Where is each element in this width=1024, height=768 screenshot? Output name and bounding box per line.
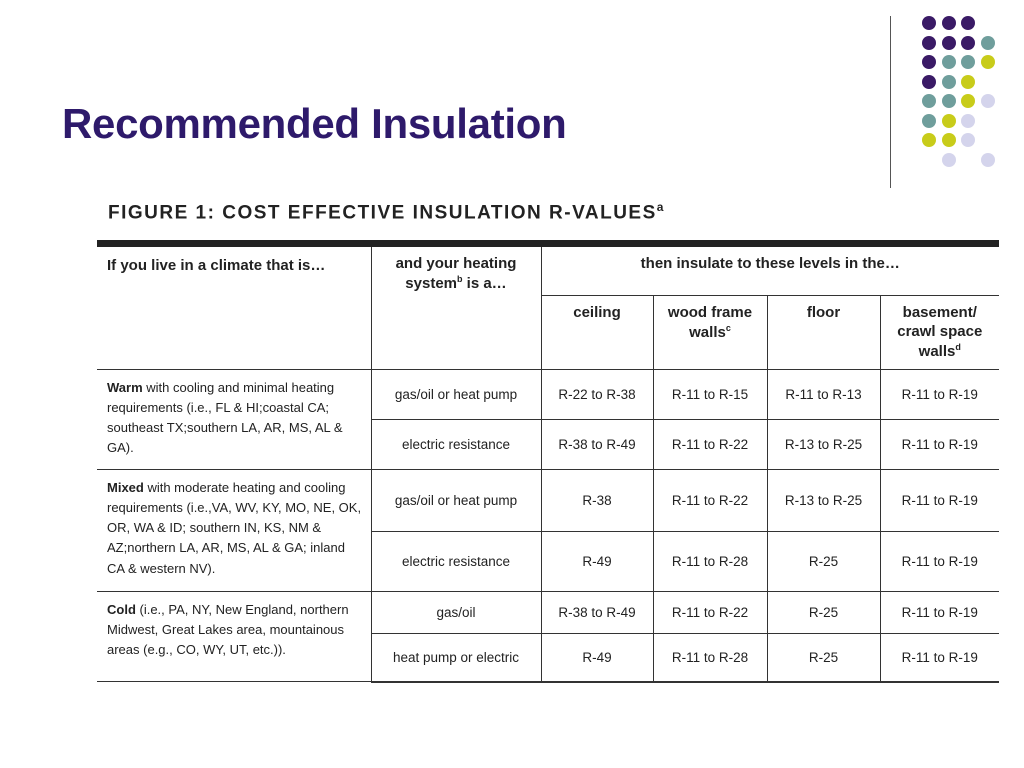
floor-cell: R-11 to R-13	[767, 370, 880, 420]
decorative-dot	[942, 94, 956, 108]
header-wood-frame-walls-text: wood frame walls	[667, 304, 753, 341]
header-basement-walls-text: basement/ crawl space walls	[897, 304, 983, 360]
basement-cell: R-11 to R-19	[880, 420, 999, 470]
header-climate: If you live in a climate that is…	[97, 244, 371, 370]
floor-cell: R-25	[767, 532, 880, 592]
ceiling-cell: R-38	[541, 470, 653, 532]
heating-system-cell: electric resistance	[371, 420, 541, 470]
floor-cell: R-25	[767, 634, 880, 682]
figure-caption-footnote: a	[656, 200, 665, 214]
decorative-dot	[942, 36, 956, 50]
basement-cell: R-11 to R-19	[880, 634, 999, 682]
heating-system-cell: gas/oil or heat pump	[371, 370, 541, 420]
decorative-dot	[961, 94, 975, 108]
climate-warm	[97, 370, 371, 470]
walls-cell: R-11 to R-22	[653, 592, 767, 634]
header-ceiling: ceiling	[541, 296, 653, 370]
decorative-dot	[981, 153, 995, 167]
insulation-table	[97, 240, 999, 683]
heating-system-cell: gas/oil	[371, 592, 541, 634]
header-basement-walls-footnote: d	[955, 341, 961, 352]
figure-caption	[108, 200, 665, 224]
decorative-dot	[942, 55, 956, 69]
decorative-dot	[981, 55, 995, 69]
header-insulate-levels: then insulate to these levels in the…	[541, 244, 999, 296]
walls-cell: R-11 to R-28	[653, 532, 767, 592]
decorative-dot	[981, 36, 995, 50]
decorative-dot	[981, 94, 995, 108]
floor-cell: R-13 to R-25	[767, 420, 880, 470]
heating-system-cell: electric resistance	[371, 532, 541, 592]
decorative-dot	[942, 153, 956, 167]
table-row	[97, 370, 999, 420]
decorative-dot	[961, 114, 975, 128]
walls-cell: R-11 to R-22	[653, 420, 767, 470]
walls-cell: R-11 to R-22	[653, 470, 767, 532]
decorative-dot	[961, 133, 975, 147]
decorative-divider	[890, 16, 891, 188]
decorative-dot	[961, 36, 975, 50]
walls-cell: R-11 to R-28	[653, 634, 767, 682]
decorative-dot	[922, 114, 936, 128]
header-floor: floor	[767, 296, 880, 370]
header-heating-system-suffix: is a…	[462, 274, 507, 292]
ceiling-cell: R-49	[541, 634, 653, 682]
climate-cold	[97, 592, 371, 682]
table-row	[97, 592, 999, 634]
decorative-dot	[922, 36, 936, 50]
basement-cell: R-11 to R-19	[880, 370, 999, 420]
walls-cell: R-11 to R-15	[653, 370, 767, 420]
decorative-dot	[942, 75, 956, 89]
slide-title: Recommended Insulation	[62, 100, 567, 147]
basement-cell: R-11 to R-19	[880, 470, 999, 532]
header-wood-frame-walls	[653, 296, 767, 370]
header-heating-system	[371, 244, 541, 370]
floor-cell: R-25	[767, 592, 880, 634]
header-heating-system-text: and your heating system	[395, 255, 517, 292]
figure-caption-text: FIGURE 1: COST EFFECTIVE INSULATION R-VALUES	[108, 202, 657, 224]
floor-cell: R-13 to R-25	[767, 470, 880, 532]
decorative-dot	[922, 75, 936, 89]
climate-mixed-label: Mixed	[107, 480, 144, 495]
decorative-dot	[961, 55, 975, 69]
climate-mixed	[97, 470, 371, 592]
header-heating-system-footnote: b	[457, 273, 463, 284]
decorative-dot	[942, 114, 956, 128]
header-basement-walls	[880, 296, 999, 370]
decorative-dot	[922, 133, 936, 147]
climate-warm-label: Warm	[107, 380, 143, 395]
ceiling-cell: R-49	[541, 532, 653, 592]
climate-cold-description: (i.e., PA, NY, New England, northern Midwest, Great Lakes area, mountainous areas (e.g., CO, WY, UT, etc.)).	[107, 602, 349, 658]
decorative-dot	[922, 16, 936, 30]
climate-warm-description: with cooling and minimal heating requirements (i.e., FL & HI;coastal CA; southeast TX;southern LA, AR, MS, AL & GA).	[107, 380, 343, 456]
ceiling-cell: R-38 to R-49	[541, 420, 653, 470]
decorative-dot	[942, 16, 956, 30]
ceiling-cell: R-22 to R-38	[541, 370, 653, 420]
climate-cold-label: Cold	[107, 602, 136, 617]
decorative-dot	[961, 75, 975, 89]
table-row	[97, 470, 999, 532]
heating-system-cell: heat pump or electric	[371, 634, 541, 682]
climate-mixed-description: with moderate heating and cooling requirements (i.e.,VA, WV, KY, MO, NE, OK, OR, WA & ID; southern IN, KS, NM & AZ;northern LA, AR, MS, AL & GA; inland CA & western NV).	[107, 480, 362, 576]
ceiling-cell: R-38 to R-49	[541, 592, 653, 634]
decorative-dot	[942, 133, 956, 147]
header-wood-frame-walls-footnote: c	[725, 322, 731, 333]
decorative-dot	[961, 16, 975, 30]
heating-system-cell: gas/oil or heat pump	[371, 470, 541, 532]
basement-cell: R-11 to R-19	[880, 592, 999, 634]
basement-cell: R-11 to R-19	[880, 532, 999, 592]
decorative-dot	[922, 55, 936, 69]
decorative-dot	[922, 94, 936, 108]
